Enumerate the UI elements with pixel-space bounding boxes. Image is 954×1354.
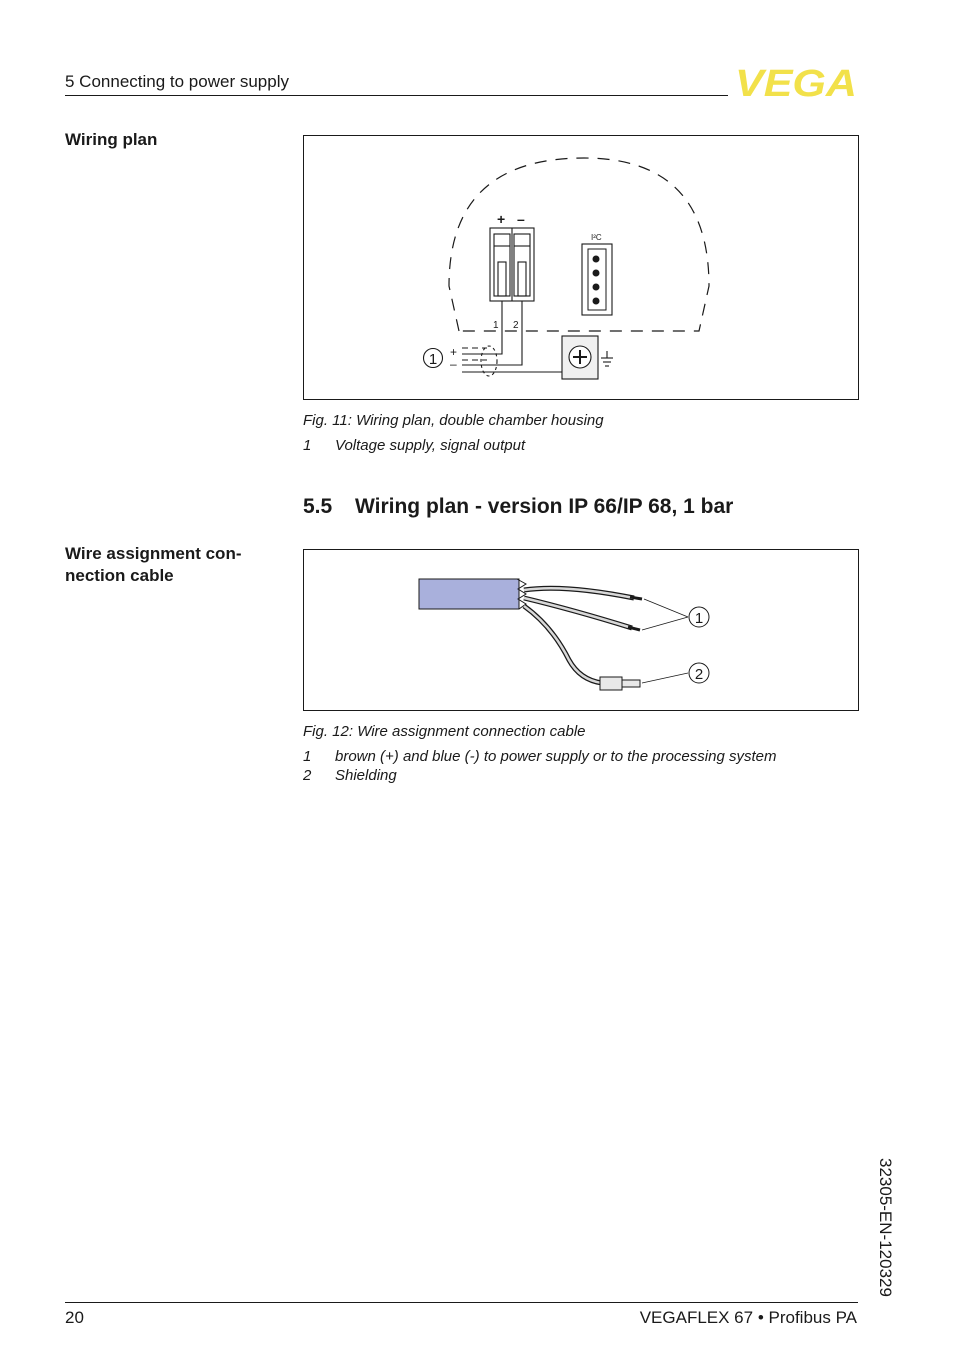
i2c-label: I²C (591, 233, 602, 242)
cable-diagram (304, 550, 858, 710)
document-id-text: 32305-EN-120329 (876, 1158, 895, 1297)
document-id (868, 1158, 898, 1308)
callout-2-label: 2 (694, 666, 704, 683)
vega-logo-text: VEGA (735, 66, 857, 98)
legend-text: Shielding (335, 767, 397, 784)
figure-12-legend-item (303, 767, 397, 784)
section-title: Wiring plan - version IP 66/IP 68, 1 bar (355, 495, 734, 518)
terminal-minus: – (517, 211, 525, 227)
legend-number: 2 (303, 767, 312, 784)
wiring-plan-diagram (304, 136, 858, 399)
footer-rule (65, 1302, 858, 1303)
figure-wiring-plan (303, 135, 859, 400)
legend-number: 1 (303, 437, 312, 454)
ground-icon (601, 351, 613, 366)
chapter-header: 5 Connecting to power supply (65, 72, 289, 91)
callout-1-label: 1 (694, 610, 704, 627)
terminal-plus: + (497, 211, 506, 227)
ground-terminal (562, 336, 598, 379)
figure-wire-assignment (303, 549, 859, 711)
side-heading-wiring-plan: Wiring plan (65, 130, 158, 149)
terminal-number-2: 2 (513, 320, 519, 331)
figure-12-caption: Fig. 12: Wire assignment connection cable (303, 723, 586, 740)
legend-text: brown (+) and blue (-) to power supply or to the processing system (335, 748, 777, 765)
figure-12-legend-item (303, 748, 776, 765)
callout-1-label: 1 (428, 351, 438, 368)
side-heading-wire-assignment: Wire assignment con- nection cable (65, 544, 242, 585)
supply-plus: + (450, 345, 458, 359)
figure-11-legend-item (303, 437, 525, 454)
i2c-connector (582, 244, 612, 315)
vega-logo (735, 66, 859, 98)
legend-number: 1 (303, 748, 312, 765)
terminal-number-1: 1 (493, 320, 499, 331)
cable-jacket (419, 579, 526, 609)
header-rule (65, 95, 728, 96)
legend-text: Voltage supply, signal output (335, 437, 526, 454)
section-heading (303, 495, 733, 519)
section-number: 5.5 (303, 495, 333, 518)
supply-minus: – (450, 357, 457, 371)
ferrule (600, 677, 640, 690)
terminal-block (490, 228, 534, 301)
footer-product: VEGAFLEX 67 • Profibus PA (639, 1308, 857, 1327)
figure-11-caption: Fig. 11: Wiring plan, double chamber housing (303, 412, 604, 429)
page-number: 20 (65, 1308, 84, 1327)
